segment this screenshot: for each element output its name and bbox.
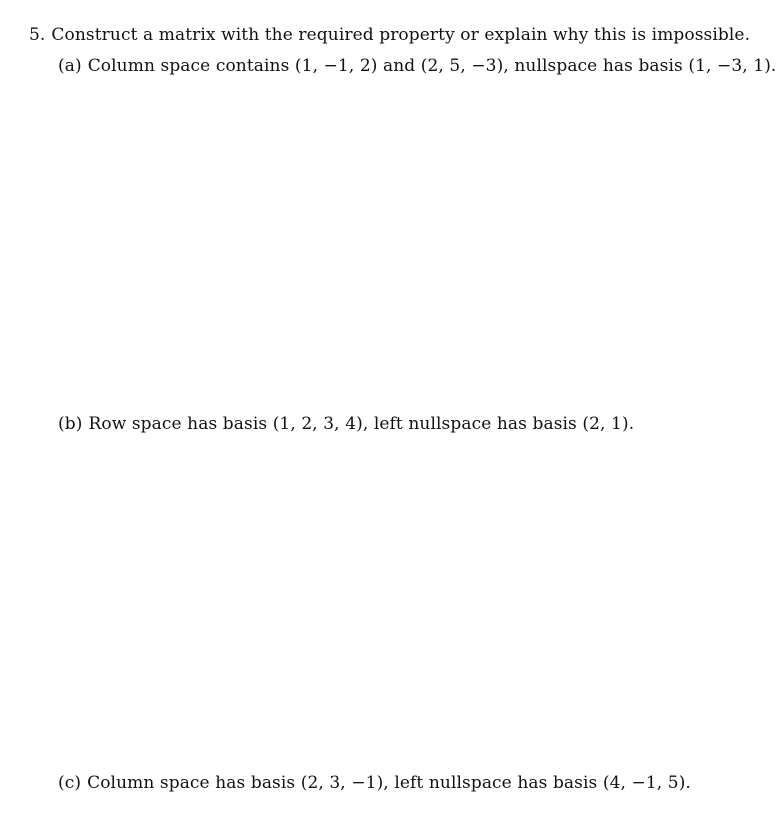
part-c-label: (c) (58, 773, 82, 793)
part-b (58, 414, 634, 434)
part-a-text: Column space contains (1, −1, 2) and (2, 5, −3), nullspace has basis (1, −3, 1). (87, 56, 777, 76)
part-c-text: Column space has basis (2, 3, −1), left nullspace has basis (4, −1, 5). (87, 773, 691, 793)
part-c (58, 773, 691, 793)
part-b-label: (b) (58, 414, 83, 434)
problem-5-heading (29, 25, 750, 45)
problem-number: 5. (29, 25, 46, 45)
problem-statement: Construct a matrix with the required property or explain why this is impossible. (51, 25, 751, 45)
part-a (58, 56, 776, 76)
part-b-text: Row space has basis (1, 2, 3, 4), left nullspace has basis (2, 1). (88, 414, 635, 434)
part-a-label: (a) (58, 56, 82, 76)
